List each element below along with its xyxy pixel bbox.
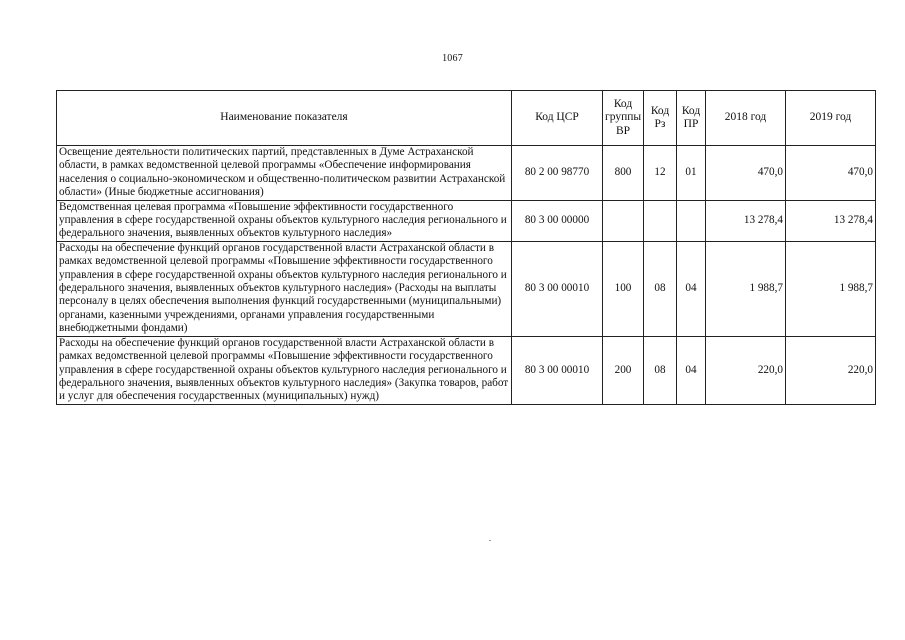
row-rz <box>644 200 677 241</box>
header-2018: 2018 год <box>706 91 786 146</box>
table-row <box>57 200 876 241</box>
row-2018: 13 278,4 <box>706 200 786 241</box>
row-pr: 01 <box>677 146 706 201</box>
row-2019: 220,0 <box>786 336 876 404</box>
table-row <box>57 146 876 201</box>
row-vr: 200 <box>603 336 644 404</box>
row-pr: 04 <box>677 241 706 336</box>
row-rz: 08 <box>644 241 677 336</box>
table-row <box>57 336 876 404</box>
table-row <box>57 241 876 336</box>
header-pr: Код ПР <box>677 91 706 146</box>
row-pr <box>677 200 706 241</box>
row-2018: 1 988,7 <box>706 241 786 336</box>
row-name: Освещение деятельности политических партий, представленных в Думе Астраханской области, в рамках ведомственной целевой программы «Обеспечение информирования населения о социально-экономическом и общественно-политическом развитии Астраханской области» (Иные бюджетные ассигнования) <box>57 146 512 201</box>
table-header-row <box>57 91 876 146</box>
row-name: Расходы на обеспечение функций органов государственной власти Астраханской области в рамках ведомственной целевой программы «Повышение эффективности государственного управления в сфере государственной охраны объектов культурного наследия регионального и федерального значения, выявленных объектов культурного наследия» (Расходы на выплаты персоналу в целях обеспечения выполнения функций государственными (муниципальными) органами, казенными учреждениями, органами управления государственными внебюджетными фондами) <box>57 241 512 336</box>
header-rz: Код Рз <box>644 91 677 146</box>
row-csr: 80 3 00 00010 <box>512 241 603 336</box>
row-2019: 13 278,4 <box>786 200 876 241</box>
row-vr <box>603 200 644 241</box>
row-vr: 800 <box>603 146 644 201</box>
row-2018: 470,0 <box>706 146 786 201</box>
row-rz: 08 <box>644 336 677 404</box>
row-name: Расходы на обеспечение функций органов государственной власти Астраханской области в рамках ведомственной целевой программы «Повышение эффективности государственного управления в сфере государственной охраны объектов культурного наследия регионального и федерального значения, выявленных объектов культурного наследия» (Закупка товаров, работ и услуг для обеспечения государственных (муниципальных) нужд) <box>57 336 512 404</box>
row-2019: 470,0 <box>786 146 876 201</box>
header-csr: Код ЦСР <box>512 91 603 146</box>
row-csr: 80 3 00 00000 <box>512 200 603 241</box>
scan-speck <box>489 540 491 541</box>
row-2018: 220,0 <box>706 336 786 404</box>
header-2019: 2019 год <box>786 91 876 146</box>
budget-table <box>56 90 876 405</box>
row-csr: 80 2 00 98770 <box>512 146 603 201</box>
row-vr: 100 <box>603 241 644 336</box>
row-csr: 80 3 00 00010 <box>512 336 603 404</box>
header-name: Наименование показателя <box>57 91 512 146</box>
row-name: Ведомственная целевая программа «Повышение эффективности государственного управления в сфере государственной охраны объектов культурного наследия регионального и федерального значения, выявленных объектов культурного наследия» <box>57 200 512 241</box>
row-2019: 1 988,7 <box>786 241 876 336</box>
page-number: 1067 <box>442 53 463 64</box>
row-pr: 04 <box>677 336 706 404</box>
row-rz: 12 <box>644 146 677 201</box>
header-vr: Код группы ВР <box>603 91 644 146</box>
